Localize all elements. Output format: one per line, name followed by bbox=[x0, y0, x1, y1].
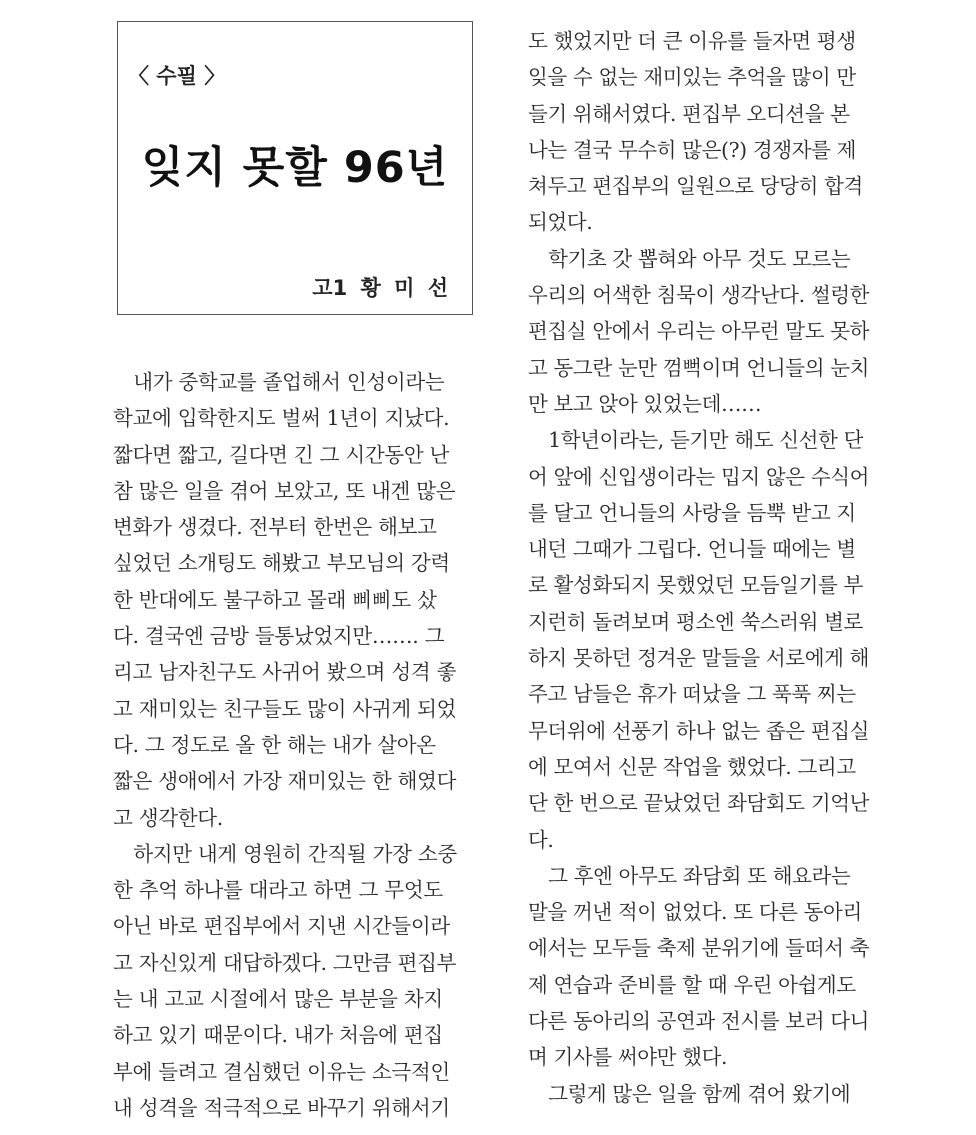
text-line: 변화가 생겼다. 전부터 한번은 해보고 bbox=[113, 515, 437, 540]
text-line: 주고 남들은 휴가 떠났을 그 푹푹 찌는 bbox=[528, 682, 856, 707]
text-line: 내던 그때가 그립다. 언니들 때에는 별 bbox=[528, 537, 856, 562]
text-line: 되었다. bbox=[528, 210, 593, 235]
text-line: 내가 중학교를 졸업해서 인성이라는 bbox=[113, 370, 445, 394]
text-line: 고 자신있게 대답하겠다. 그만큼 편집부 bbox=[113, 950, 457, 975]
text-line: 내 성격을 적극적으로 바꾸기 위해서기 bbox=[113, 1095, 450, 1120]
text-line: 잊을 수 없는 재미있는 추억을 많이 만 bbox=[528, 65, 856, 90]
text-line: 리고 남자친구도 사귀어 봤으며 성격 좋 bbox=[113, 660, 457, 685]
text-line: 말을 꺼낸 적이 없었다. 또 다른 동아리 bbox=[528, 900, 862, 925]
text-line: 제 연습과 준비를 할 때 우린 아쉽게도 bbox=[528, 972, 856, 997]
text-line: 들기 위해서였다. 편집부 오디션을 본 bbox=[528, 101, 850, 126]
text-line: 나는 결국 무수히 많은(?) 경쟁자를 제 bbox=[528, 137, 857, 162]
text-line: 고 동그란 눈만 껌뻑이며 언니들의 눈치 bbox=[528, 355, 870, 380]
text-line: 하지만 내게 영원히 간직될 가장 소중 bbox=[113, 841, 457, 866]
text-line: 단 한 번으로 끝났었던 좌담회도 기억난 bbox=[528, 791, 870, 816]
text-line: 고 재미있는 친구들도 많이 사귀게 되었 bbox=[113, 696, 457, 721]
text-line: 다른 동아리의 공연과 전시를 보러 다니 bbox=[528, 1009, 870, 1034]
text-line: 무더위에 선풍기 하나 없는 좁은 편집실 bbox=[528, 718, 870, 743]
text-line: 만 보고 앉아 있었는데…… bbox=[528, 391, 762, 416]
text-line: 짧다면 짧고, 길다면 긴 그 시간동안 난 bbox=[113, 442, 450, 467]
text-line: 참 많은 일을 겪어 보았고, 또 내겐 많은 bbox=[113, 478, 456, 503]
text-line: 를 달고 언니들의 사랑을 듬뿍 받고 지 bbox=[528, 500, 856, 525]
text-line: 도 했었지만 더 큰 이유를 들자면 평생 bbox=[528, 29, 856, 53]
text-line: 는 내 고교 시절에서 많은 부분을 차지 bbox=[113, 987, 443, 1012]
text-line: 그 후엔 아무도 좌담회 또 해요라는 bbox=[528, 863, 851, 888]
left-text-column bbox=[113, 364, 485, 1126]
text-line: 한 추억 하나를 대라고 하면 그 무엇도 bbox=[113, 878, 443, 903]
text-line: 지런히 돌려보며 평소엔 쑥스러워 별로 bbox=[528, 609, 863, 634]
text-line: 그렇게 많은 일을 함께 겪어 왔기에 bbox=[528, 1081, 851, 1106]
essay-author: 고1 황 미 선 bbox=[312, 276, 448, 300]
text-line: 에 모여서 신문 작업을 했었다. 그리고 bbox=[528, 754, 856, 779]
text-line: 우리의 어색한 침묵이 생각난다. 썰렁한 bbox=[528, 283, 870, 308]
text-line: 싶었던 소개팅도 해봤고 부모님의 강력 bbox=[113, 551, 450, 576]
text-line: 고 생각한다. bbox=[113, 805, 223, 830]
text-line: 짧은 생애에서 가장 재미있는 한 해였다 bbox=[113, 769, 457, 794]
text-line: 다. 그 정도로 올 한 해는 내가 살아온 bbox=[113, 732, 436, 757]
essay-category-label: 〈 수필 〉 bbox=[128, 64, 226, 88]
text-line: 며 기사를 써야만 했다. bbox=[528, 1045, 728, 1070]
text-line: 쳐두고 편집부의 일원으로 당당히 합격 bbox=[528, 174, 863, 199]
text-line: 하지 못하던 정겨운 말들을 서로에게 해 bbox=[528, 646, 870, 671]
text-line: 학기초 갓 뽑혀와 아무 것도 모르는 bbox=[528, 246, 851, 271]
text-line: 에서는 모두들 축제 분위기에 들떠서 축 bbox=[528, 936, 870, 961]
text-line: 1학년이라는, 듣기만 해도 신선한 단 bbox=[528, 428, 863, 453]
right-text-column bbox=[528, 23, 908, 1112]
text-line: 편집실 안에서 우리는 아무런 말도 못하 bbox=[528, 319, 870, 344]
text-line: 다. 결국엔 금방 들통났었지만……. 그 bbox=[113, 624, 445, 649]
text-line: 아닌 바로 편집부에서 지낸 시간들이라 bbox=[113, 914, 450, 939]
text-line: 학교에 입학한지도 벌써 1년이 지났다. bbox=[113, 406, 450, 431]
text-line: 다. bbox=[528, 827, 554, 852]
text-line: 한 반대에도 불구하고 몰래 삐삐도 샀 bbox=[113, 587, 437, 612]
text-line: 부에 들려고 결심했던 이유는 소극적인 bbox=[113, 1059, 450, 1084]
text-line: 로 활성화되지 못했었던 모듬일기를 부 bbox=[528, 573, 863, 598]
text-line: 어 앞에 신입생이라는 밉지 않은 수식어 bbox=[528, 464, 870, 489]
text-line: 하고 있기 때문이다. 내가 처음에 편집 bbox=[113, 1023, 443, 1048]
essay-title: 잊지 못할 96년 bbox=[141, 143, 449, 193]
title-box bbox=[117, 21, 473, 315]
